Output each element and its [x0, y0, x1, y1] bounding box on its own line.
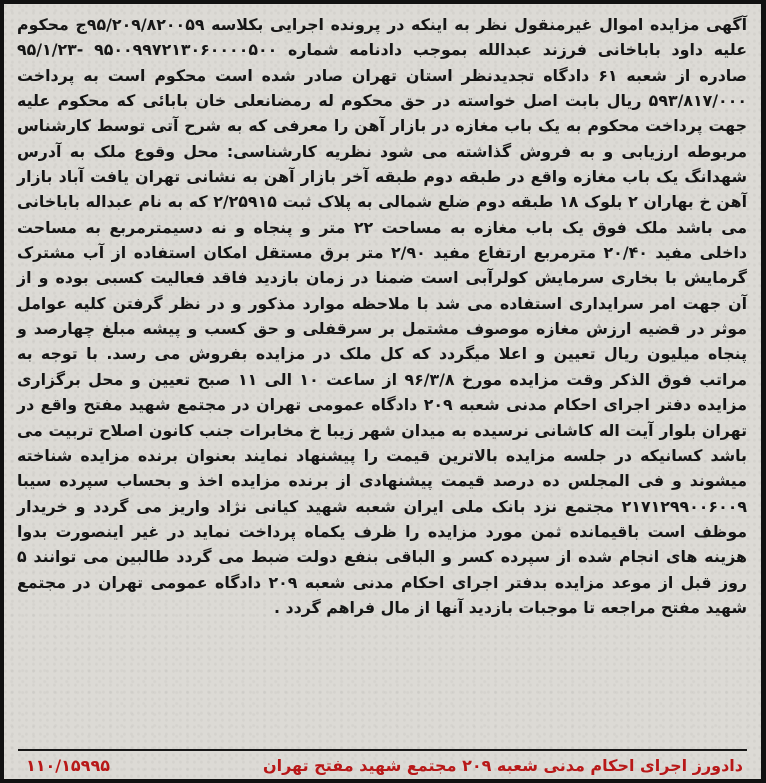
notice-issuer-signature: دادورز اجرای احکام مدنی شعبه ۲۰۹ مجتمع شهید مفتح تهران	[262, 756, 743, 775]
notice-reference-number: ۱۱۰/۱۵۹۹۵	[26, 756, 110, 775]
notice-footer	[18, 749, 747, 777]
auction-notice-body: آگهی مزایده اموال غیرمنقول نظر به اینکه در پرونده اجرایی بکلاسه ۹۵/۲۰۹/۸۲۰۰۵۹ج محکوم علیه داود باباخانی فرزند عبدالله بموجب دادنامه شماره ۹۵۰۰۹۹۷۲۱۳۰۶۰۰۰۰۵۰۰ -۹۵/۱/۲۳ صادره از شعبه ۶۱ دادگاه تجدیدنظر استان تهران صادر شده است محکوم است به پرداخت ۵۹۳/۸۱۷/۰۰۰ ریال بابت اصل خواسته در حق محکوم له رمضانعلی خان بابائی که محکوم علیه جهت پرداخت محکوم به یک باب مغازه در بازار آهن را معرفی که به شرح آتی توسط کارشناس مربوطه ارزیابی و به فروش گذاشته می شود نظریه کارشناسی: محل وقوع ملک به آدرس شهدانگ یک باب مغازه واقع در طبقه دوم طبقه آخر بازار آهن به نشانی تهران یافت آباد بازار آهن خ بهاران ۲ بلوک ۱۸ طبقه دوم ضلع شمالی به پلاک ثبت ۲/۲۵۹۱۵ که به نام عبداله باباخانی می باشد ملک فوق یک باب مغازه به مساحت ۲۲ متر و پنجاه و نه دسیمترمربع به مساحت داخلی مفید ۲۰/۴۰ مترمربع ارتفاع مفید ۲/۹۰ متر برق مستقل امکان استفاده از آب مشترک گرمایش با بخاری سرمایش کولرآبی است ضمنا در زمان بازدید فاقد فعالیت کسبی بوده و از آن جهت امر سرایداری استفاده می شد با ملاحظه موارد مذکور و در نظر گرفتن کلیه عوامل موثر در قضیه ارزش مغازه موصوف مشتمل بر سرقفلی و حق کسب و پیشه مبلغ چهارصد و پنجاه میلیون ریال تعیین و اعلا میگردد که کل ملک در مزایده بفروش می رسد. با توجه به مراتب فوق الذکر وقت مزایده مورخ ۹۶/۳/۸ از ساعت ۱۰ الی ۱۱ صبح تعیین و محل برگزاری مزایده دفتر اجرای احکام مدنی شعبه ۲۰۹ دادگاه عمومی تهران در مجتمع شهید مفتح واقع در تهران بلوار آیت اله کاشانی نرسیده به میدان شهر زیبا خ مخابرات جنب کانون اصلاح تربیت می باشد کسانیکه در جلسه مزایده بالاترین قیمت را پیشنهاد نمایند بعنوان برنده مزایده شناخته میشوند و فی المجلس ده درصد قیمت پیشنهادی از برنده مزایده اخذ و بحساب سپرده سیبا ۲۱۷۱۲۹۹۰۰۶۰۰۹ مجتمع نزد بانک ملی ایران شعبه شهید کیانی نژاد واریز می گردد و خریدار موظف است باقیمانده ثمن مورد مزایده را ظرف یکماه پرداخت نماید در غیر اینصورت بدوا هزینه های انجام شده از سپرده کسر و الباقی بنفع دولت ضبط می گردد طالبین می توانند ۵ روز قبل از موعد مزایده بدفتر اجرای احکام مدنی شعبه ۲۰۹ دادگاه عمومی تهران در مجتمع شهید مفتح مراجعه تا موجبات بازدید آنها از مال فراهم گردد .	[17, 15, 748, 617]
